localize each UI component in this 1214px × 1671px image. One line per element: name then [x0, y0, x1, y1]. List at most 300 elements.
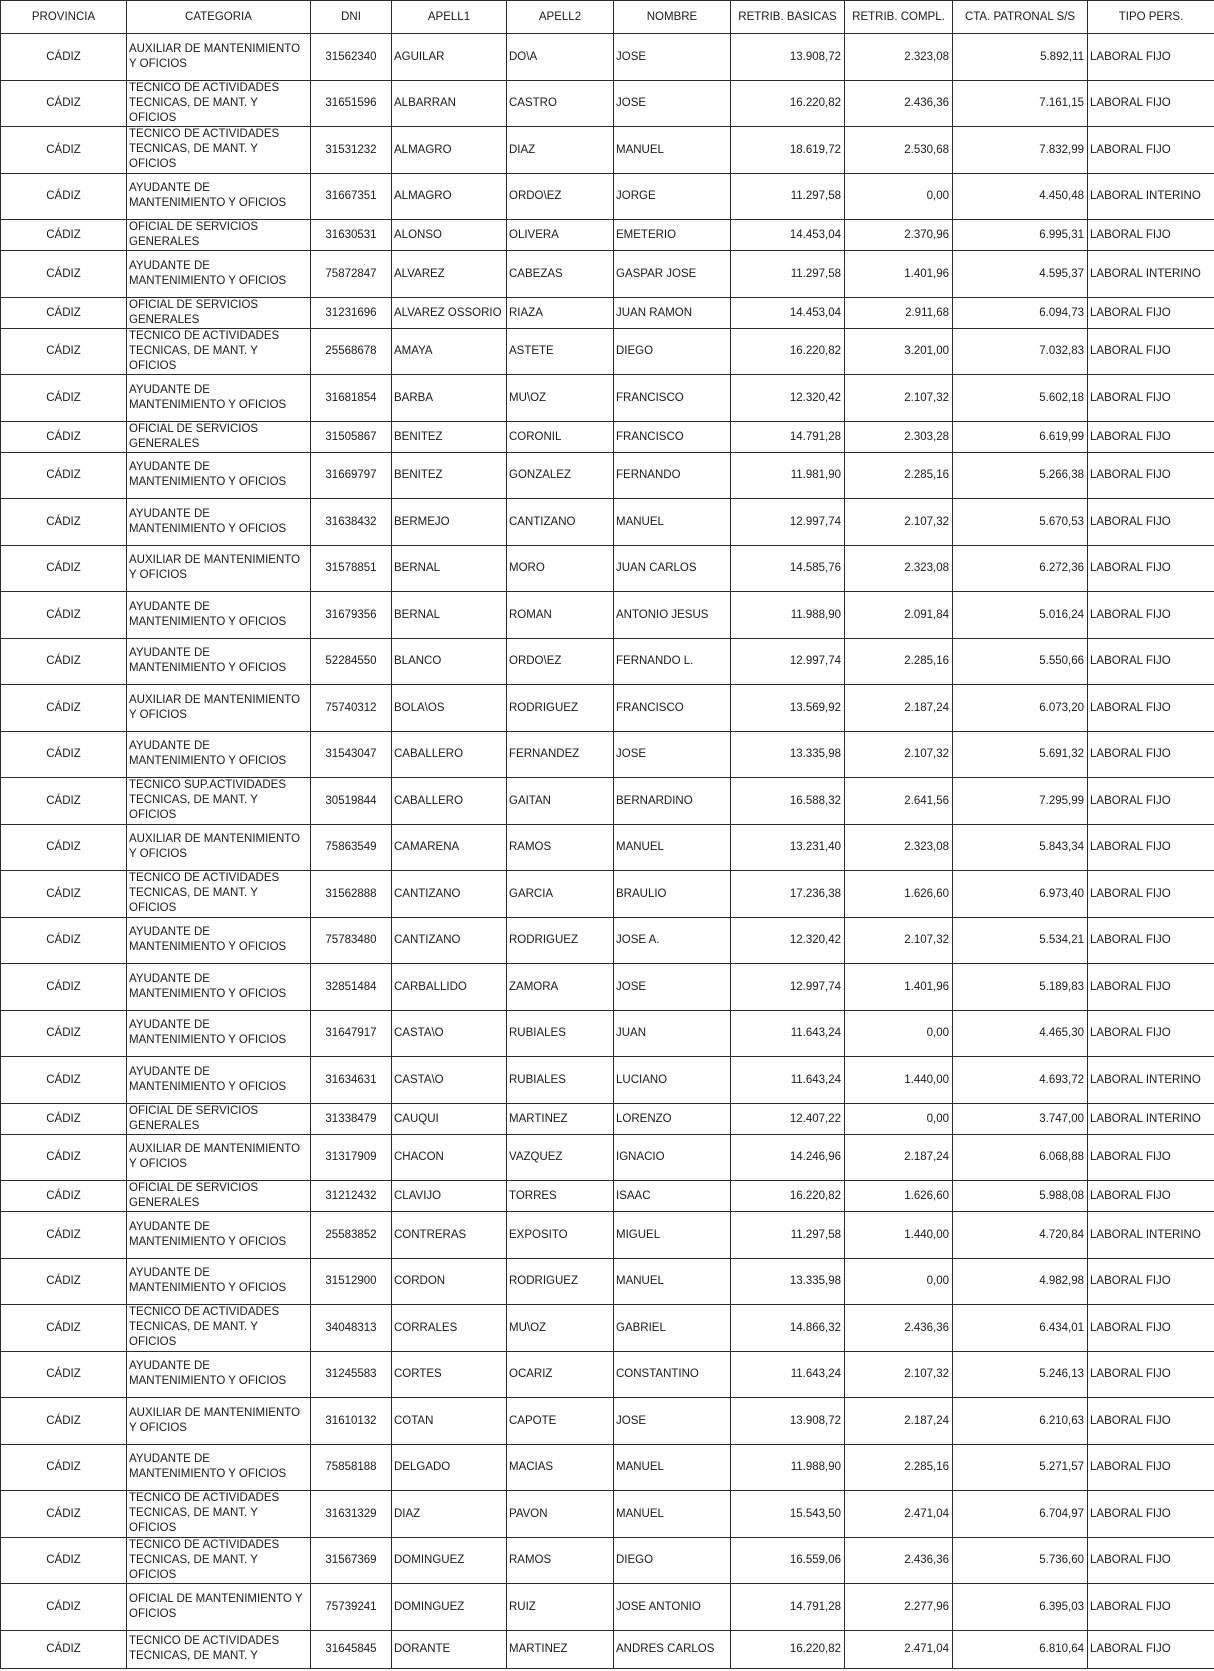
cta-patronal-cell: 5.843,34	[953, 824, 1088, 871]
apell1-cell: AMAYA	[392, 328, 507, 375]
apell1-cell: AGUILAR	[392, 34, 507, 81]
nombre-cell: ANDRES CARLOS	[614, 1630, 731, 1668]
nombre-cell: MANUEL	[614, 127, 731, 174]
provincia-cell: CÁDIZ	[1, 421, 127, 452]
tipo-pers-cell: LABORAL FIJO	[1088, 1181, 1214, 1212]
apell1-cell: BERMEJO	[392, 499, 507, 546]
cta-patronal-cell: 6.434,01	[953, 1305, 1088, 1352]
nombre-cell: ISAAC	[614, 1181, 731, 1212]
cta-patronal-cell: 6.619,99	[953, 421, 1088, 452]
retrib-compl-cell: 2.285,16	[845, 452, 953, 499]
table-row	[1, 964, 1214, 1011]
provincia-cell: CÁDIZ	[1, 1181, 127, 1212]
apell1-cell: CASTA\O	[392, 1010, 507, 1057]
dni-cell: 31634631	[311, 1057, 392, 1104]
nombre-cell: MANUEL	[614, 1258, 731, 1305]
apell2-cell: ORDO\EZ	[507, 173, 614, 220]
table-row	[1, 1537, 1214, 1584]
nombre-cell: JOSE	[614, 964, 731, 1011]
nombre-cell: JOSE A.	[614, 917, 731, 964]
categoria-cell: AYUDANTE DE MANTENIMIENTO Y OFICIOS	[127, 1444, 311, 1491]
tipo-pers-cell: LABORAL FIJO	[1088, 34, 1214, 81]
apell2-cell: RUBIALES	[507, 1057, 614, 1104]
dni-cell: 31231696	[311, 297, 392, 328]
provincia-cell: CÁDIZ	[1, 127, 127, 174]
cta-patronal-cell: 6.704,97	[953, 1491, 1088, 1538]
apell1-cell: CORDON	[392, 1258, 507, 1305]
tipo-pers-cell: LABORAL INTERINO	[1088, 1057, 1214, 1104]
nombre-cell: JOSE	[614, 34, 731, 81]
provincia-cell: CÁDIZ	[1, 1103, 127, 1134]
apell1-cell: CARBALLIDO	[392, 964, 507, 1011]
categoria-cell: AYUDANTE DE MANTENIMIENTO Y OFICIOS	[127, 1258, 311, 1305]
tipo-pers-cell: LABORAL FIJO	[1088, 499, 1214, 546]
provincia-cell: CÁDIZ	[1, 1134, 127, 1181]
tipo-pers-cell: LABORAL FIJO	[1088, 638, 1214, 685]
dni-cell: 25583852	[311, 1212, 392, 1259]
nombre-cell: MANUEL	[614, 824, 731, 871]
table-row	[1, 871, 1214, 918]
categoria-cell: OFICIAL DE SERVICIOS GENERALES	[127, 421, 311, 452]
apell2-cell: PAVON	[507, 1491, 614, 1538]
apell1-cell: DOMINGUEZ	[392, 1584, 507, 1631]
apell1-cell: ALMAGRO	[392, 127, 507, 174]
table-row	[1, 421, 1214, 452]
nombre-cell: GASPAR JOSE	[614, 251, 731, 298]
nombre-cell: JUAN CARLOS	[614, 545, 731, 592]
provincia-cell: CÁDIZ	[1, 545, 127, 592]
cta-patronal-cell: 6.973,40	[953, 871, 1088, 918]
apell2-cell: CORONIL	[507, 421, 614, 452]
apell1-cell: CLAVIJO	[392, 1181, 507, 1212]
nombre-cell: FERNANDO L.	[614, 638, 731, 685]
tipo-pers-cell: LABORAL FIJO	[1088, 824, 1214, 871]
tipo-pers-cell: LABORAL FIJO	[1088, 964, 1214, 1011]
cta-patronal-cell: 5.189,83	[953, 964, 1088, 1011]
retrib-compl-cell: 2.530,68	[845, 127, 953, 174]
categoria-cell: AYUDANTE DE MANTENIMIENTO Y OFICIOS	[127, 592, 311, 639]
dni-cell: 31543047	[311, 731, 392, 778]
categoria-cell: TECNICO DE ACTIVIDADES TECNICAS, DE MANT. Y OFICIOS	[127, 871, 311, 918]
categoria-cell: OFICIAL DE SERVICIOS GENERALES	[127, 297, 311, 328]
apell2-cell: RODRIGUEZ	[507, 1258, 614, 1305]
table-row	[1, 1103, 1214, 1134]
provincia-cell: CÁDIZ	[1, 1584, 127, 1631]
tipo-pers-cell: LABORAL FIJO	[1088, 545, 1214, 592]
categoria-cell: AYUDANTE DE MANTENIMIENTO Y OFICIOS	[127, 375, 311, 422]
apell1-cell: DOMINGUEZ	[392, 1537, 507, 1584]
retrib-basicas-cell: 17.236,38	[731, 871, 845, 918]
nombre-cell: CONSTANTINO	[614, 1351, 731, 1398]
retrib-basicas-cell: 12.320,42	[731, 917, 845, 964]
nombre-cell: LORENZO	[614, 1103, 731, 1134]
nombre-cell: GABRIEL	[614, 1305, 731, 1352]
apell2-cell: GONZALEZ	[507, 452, 614, 499]
retrib-compl-cell: 2.436,36	[845, 80, 953, 127]
retrib-basicas-cell: 16.559,06	[731, 1537, 845, 1584]
retrib-basicas-cell: 16.220,82	[731, 80, 845, 127]
tipo-pers-cell: LABORAL FIJO	[1088, 1630, 1214, 1668]
dni-cell: 34048313	[311, 1305, 392, 1352]
header-categoria: CATEGORIA	[127, 1, 311, 34]
categoria-cell: AYUDANTE DE MANTENIMIENTO Y OFICIOS	[127, 173, 311, 220]
apell2-cell: DIAZ	[507, 127, 614, 174]
apell1-cell: CANTIZANO	[392, 871, 507, 918]
table-row	[1, 173, 1214, 220]
retrib-compl-cell: 2.323,08	[845, 545, 953, 592]
categoria-cell: TECNICO DE ACTIVIDADES TECNICAS, DE MANT. Y OFICIOS	[127, 1537, 311, 1584]
nombre-cell: FRANCISCO	[614, 375, 731, 422]
apell1-cell: CABALLERO	[392, 778, 507, 825]
categoria-cell: OFICIAL DE SERVICIOS GENERALES	[127, 1103, 311, 1134]
tipo-pers-cell: LABORAL FIJO	[1088, 1398, 1214, 1445]
nombre-cell: FRANCISCO	[614, 685, 731, 732]
tipo-pers-cell: LABORAL FIJO	[1088, 871, 1214, 918]
retrib-basicas-cell: 11.988,90	[731, 1444, 845, 1491]
tipo-pers-cell: LABORAL FIJO	[1088, 127, 1214, 174]
tipo-pers-cell: LABORAL FIJO	[1088, 1134, 1214, 1181]
header-retrib-basicas: RETRIB. BASICAS	[731, 1, 845, 34]
retrib-compl-cell: 2.107,32	[845, 731, 953, 778]
categoria-cell: TECNICO DE ACTIVIDADES TECNICAS, DE MANT. Y	[127, 1630, 311, 1668]
retrib-compl-cell: 2.370,96	[845, 220, 953, 251]
table-row	[1, 1398, 1214, 1445]
tipo-pers-cell: LABORAL INTERINO	[1088, 1212, 1214, 1259]
cta-patronal-cell: 5.602,18	[953, 375, 1088, 422]
dni-cell: 31578851	[311, 545, 392, 592]
apell2-cell: CASTRO	[507, 80, 614, 127]
tipo-pers-cell: LABORAL FIJO	[1088, 592, 1214, 639]
provincia-cell: CÁDIZ	[1, 1212, 127, 1259]
table-row	[1, 1181, 1214, 1212]
header-dni: DNI	[311, 1, 392, 34]
cta-patronal-cell: 7.161,15	[953, 80, 1088, 127]
table-body	[1, 34, 1214, 1669]
apell2-cell: ROMAN	[507, 592, 614, 639]
categoria-cell: AYUDANTE DE MANTENIMIENTO Y OFICIOS	[127, 964, 311, 1011]
tipo-pers-cell: LABORAL FIJO	[1088, 1491, 1214, 1538]
provincia-cell: CÁDIZ	[1, 1010, 127, 1057]
retrib-compl-cell: 2.471,04	[845, 1491, 953, 1538]
nombre-cell: JOSE	[614, 731, 731, 778]
provincia-cell: CÁDIZ	[1, 1057, 127, 1104]
apell1-cell: BOLA\OS	[392, 685, 507, 732]
nombre-cell: MANUEL	[614, 499, 731, 546]
tipo-pers-cell: LABORAL FIJO	[1088, 375, 1214, 422]
apell2-cell: RAMOS	[507, 824, 614, 871]
provincia-cell: CÁDIZ	[1, 1537, 127, 1584]
provincia-cell: CÁDIZ	[1, 1491, 127, 1538]
table-row	[1, 80, 1214, 127]
retrib-compl-cell: 2.323,08	[845, 824, 953, 871]
dni-cell: 31212432	[311, 1181, 392, 1212]
nombre-cell: MANUEL	[614, 1444, 731, 1491]
provincia-cell: CÁDIZ	[1, 1630, 127, 1668]
categoria-cell: AYUDANTE DE MANTENIMIENTO Y OFICIOS	[127, 1010, 311, 1057]
retrib-basicas-cell: 12.997,74	[731, 499, 845, 546]
nombre-cell: LUCIANO	[614, 1057, 731, 1104]
provincia-cell: CÁDIZ	[1, 871, 127, 918]
cta-patronal-cell: 6.068,88	[953, 1134, 1088, 1181]
cta-patronal-cell: 7.832,99	[953, 127, 1088, 174]
retrib-compl-cell: 2.187,24	[845, 685, 953, 732]
nombre-cell: JORGE	[614, 173, 731, 220]
cta-patronal-cell: 5.988,08	[953, 1181, 1088, 1212]
apell1-cell: BLANCO	[392, 638, 507, 685]
cta-patronal-cell: 6.210,63	[953, 1398, 1088, 1445]
dni-cell: 32851484	[311, 964, 392, 1011]
tipo-pers-cell: LABORAL FIJO	[1088, 80, 1214, 127]
retrib-basicas-cell: 16.588,32	[731, 778, 845, 825]
retrib-basicas-cell: 13.335,98	[731, 1258, 845, 1305]
table-row	[1, 220, 1214, 251]
provincia-cell: CÁDIZ	[1, 328, 127, 375]
table-row	[1, 251, 1214, 298]
tipo-pers-cell: LABORAL INTERINO	[1088, 251, 1214, 298]
apell1-cell: CHACON	[392, 1134, 507, 1181]
retrib-compl-cell: 0,00	[845, 1258, 953, 1305]
tipo-pers-cell: LABORAL FIJO	[1088, 1258, 1214, 1305]
tipo-pers-cell: LABORAL FIJO	[1088, 917, 1214, 964]
provincia-cell: CÁDIZ	[1, 1398, 127, 1445]
table-row	[1, 685, 1214, 732]
dni-cell: 31317909	[311, 1134, 392, 1181]
apell2-cell: MORO	[507, 545, 614, 592]
apell1-cell: DELGADO	[392, 1444, 507, 1491]
categoria-cell: AYUDANTE DE MANTENIMIENTO Y OFICIOS	[127, 638, 311, 685]
apell2-cell: VAZQUEZ	[507, 1134, 614, 1181]
apell1-cell: BENITEZ	[392, 421, 507, 452]
apell1-cell: CABALLERO	[392, 731, 507, 778]
cta-patronal-cell: 4.450,48	[953, 173, 1088, 220]
retrib-compl-cell: 2.107,32	[845, 499, 953, 546]
retrib-basicas-cell: 14.866,32	[731, 1305, 845, 1352]
apell1-cell: ALMAGRO	[392, 173, 507, 220]
provincia-cell: CÁDIZ	[1, 1444, 127, 1491]
table-row	[1, 1057, 1214, 1104]
nombre-cell: DIEGO	[614, 328, 731, 375]
provincia-cell: CÁDIZ	[1, 220, 127, 251]
retrib-basicas-cell: 11.297,58	[731, 1212, 845, 1259]
provincia-cell: CÁDIZ	[1, 34, 127, 81]
retrib-basicas-cell: 16.220,82	[731, 1181, 845, 1212]
apell1-cell: BENITEZ	[392, 452, 507, 499]
apell2-cell: RAMOS	[507, 1537, 614, 1584]
retrib-basicas-cell: 14.453,04	[731, 297, 845, 328]
categoria-cell: AUXILIAR DE MANTENIMIENTO Y OFICIOS	[127, 685, 311, 732]
dni-cell: 31245583	[311, 1351, 392, 1398]
provincia-cell: CÁDIZ	[1, 638, 127, 685]
nombre-cell: JUAN	[614, 1010, 731, 1057]
nombre-cell: JOSE ANTONIO	[614, 1584, 731, 1631]
provincia-cell: CÁDIZ	[1, 964, 127, 1011]
nombre-cell: MANUEL	[614, 1491, 731, 1538]
dni-cell: 31505867	[311, 421, 392, 452]
nombre-cell: IGNACIO	[614, 1134, 731, 1181]
retrib-basicas-cell: 11.643,24	[731, 1057, 845, 1104]
categoria-cell: AYUDANTE DE MANTENIMIENTO Y OFICIOS	[127, 1351, 311, 1398]
cta-patronal-cell: 5.534,21	[953, 917, 1088, 964]
retrib-basicas-cell: 15.543,50	[731, 1491, 845, 1538]
dni-cell: 52284550	[311, 638, 392, 685]
retrib-compl-cell: 1.440,00	[845, 1057, 953, 1104]
cta-patronal-cell: 3.747,00	[953, 1103, 1088, 1134]
categoria-cell: AYUDANTE DE MANTENIMIENTO Y OFICIOS	[127, 1212, 311, 1259]
header-tipo-pers: TIPO PERS.	[1088, 1, 1214, 34]
tipo-pers-cell: LABORAL FIJO	[1088, 452, 1214, 499]
table-row	[1, 1444, 1214, 1491]
retrib-compl-cell: 2.911,68	[845, 297, 953, 328]
cta-patronal-cell: 6.272,36	[953, 545, 1088, 592]
nombre-cell: EMETERIO	[614, 220, 731, 251]
table-row	[1, 1630, 1214, 1668]
retrib-basicas-cell: 14.791,28	[731, 421, 845, 452]
table-row	[1, 592, 1214, 639]
categoria-cell: AYUDANTE DE MANTENIMIENTO Y OFICIOS	[127, 917, 311, 964]
retrib-compl-cell: 2.641,56	[845, 778, 953, 825]
table-row	[1, 731, 1214, 778]
nombre-cell: FRANCISCO	[614, 421, 731, 452]
retrib-basicas-cell: 13.908,72	[731, 34, 845, 81]
table-row	[1, 297, 1214, 328]
table-row	[1, 1491, 1214, 1538]
dni-cell: 25568678	[311, 328, 392, 375]
table-row	[1, 1010, 1214, 1057]
apell2-cell: CANTIZANO	[507, 499, 614, 546]
dni-cell: 75872847	[311, 251, 392, 298]
nombre-cell: FERNANDO	[614, 452, 731, 499]
dni-cell: 31651596	[311, 80, 392, 127]
apell2-cell: MU\OZ	[507, 375, 614, 422]
apell1-cell: ALONSO	[392, 220, 507, 251]
table-row	[1, 1584, 1214, 1631]
table-row	[1, 127, 1214, 174]
categoria-cell: TECNICO DE ACTIVIDADES TECNICAS, DE MANT. Y OFICIOS	[127, 127, 311, 174]
table-row	[1, 638, 1214, 685]
provincia-cell: CÁDIZ	[1, 685, 127, 732]
retrib-basicas-cell: 11.988,90	[731, 592, 845, 639]
tipo-pers-cell: LABORAL FIJO	[1088, 1537, 1214, 1584]
retrib-compl-cell: 0,00	[845, 1010, 953, 1057]
provincia-cell: CÁDIZ	[1, 731, 127, 778]
categoria-cell: TECNICO DE ACTIVIDADES TECNICAS, DE MANT. Y OFICIOS	[127, 1305, 311, 1352]
retrib-basicas-cell: 11.643,24	[731, 1351, 845, 1398]
dni-cell: 75740312	[311, 685, 392, 732]
dni-cell: 31679356	[311, 592, 392, 639]
retrib-basicas-cell: 12.407,22	[731, 1103, 845, 1134]
retrib-compl-cell: 2.187,24	[845, 1398, 953, 1445]
tipo-pers-cell: LABORAL FIJO	[1088, 1444, 1214, 1491]
nombre-cell: DIEGO	[614, 1537, 731, 1584]
retrib-basicas-cell: 11.981,90	[731, 452, 845, 499]
provincia-cell: CÁDIZ	[1, 499, 127, 546]
nombre-cell: JOSE	[614, 1398, 731, 1445]
retrib-basicas-cell: 11.297,58	[731, 251, 845, 298]
retrib-compl-cell: 2.187,24	[845, 1134, 953, 1181]
cta-patronal-cell: 7.032,83	[953, 328, 1088, 375]
apell2-cell: MU\OZ	[507, 1305, 614, 1352]
tipo-pers-cell: LABORAL FIJO	[1088, 685, 1214, 732]
apell2-cell: TORRES	[507, 1181, 614, 1212]
table-row	[1, 1305, 1214, 1352]
categoria-cell: OFICIAL DE SERVICIOS GENERALES	[127, 1181, 311, 1212]
categoria-cell: TECNICO DE ACTIVIDADES TECNICAS, DE MANT. Y OFICIOS	[127, 328, 311, 375]
retrib-compl-cell: 2.107,32	[845, 1351, 953, 1398]
tipo-pers-cell: LABORAL FIJO	[1088, 1010, 1214, 1057]
apell2-cell: ZAMORA	[507, 964, 614, 1011]
cta-patronal-cell: 6.395,03	[953, 1584, 1088, 1631]
apell2-cell: CAPOTE	[507, 1398, 614, 1445]
retrib-compl-cell: 1.401,96	[845, 251, 953, 298]
categoria-cell: AYUDANTE DE MANTENIMIENTO Y OFICIOS	[127, 1057, 311, 1104]
retrib-compl-cell: 2.436,36	[845, 1305, 953, 1352]
retrib-basicas-cell: 18.619,72	[731, 127, 845, 174]
cta-patronal-cell: 4.465,30	[953, 1010, 1088, 1057]
dni-cell: 31567369	[311, 1537, 392, 1584]
cta-patronal-cell: 5.892,11	[953, 34, 1088, 81]
dni-cell: 31669797	[311, 452, 392, 499]
provincia-cell: CÁDIZ	[1, 592, 127, 639]
header-retrib-compl: RETRIB. COMPL.	[845, 1, 953, 34]
retrib-basicas-cell: 14.791,28	[731, 1584, 845, 1631]
cta-patronal-cell: 5.550,66	[953, 638, 1088, 685]
nombre-cell: BERNARDINO	[614, 778, 731, 825]
tipo-pers-cell: LABORAL FIJO	[1088, 1305, 1214, 1352]
categoria-cell: TECNICO DE ACTIVIDADES TECNICAS, DE MANT. Y OFICIOS	[127, 80, 311, 127]
cta-patronal-cell: 5.016,24	[953, 592, 1088, 639]
apell1-cell: CORTES	[392, 1351, 507, 1398]
table-row	[1, 375, 1214, 422]
dni-cell: 31531232	[311, 127, 392, 174]
retrib-compl-cell: 2.277,96	[845, 1584, 953, 1631]
tipo-pers-cell: LABORAL FIJO	[1088, 220, 1214, 251]
apell1-cell: COTAN	[392, 1398, 507, 1445]
apell2-cell: RUIZ	[507, 1584, 614, 1631]
table-row	[1, 1212, 1214, 1259]
retrib-compl-cell: 2.107,32	[845, 917, 953, 964]
dni-cell: 31610132	[311, 1398, 392, 1445]
tipo-pers-cell: LABORAL INTERINO	[1088, 173, 1214, 220]
header-nombre: NOMBRE	[614, 1, 731, 34]
header-provincia: PROVINCIA	[1, 1, 127, 34]
categoria-cell: AYUDANTE DE MANTENIMIENTO Y OFICIOS	[127, 499, 311, 546]
dni-cell: 31630531	[311, 220, 392, 251]
retrib-basicas-cell: 13.569,92	[731, 685, 845, 732]
cta-patronal-cell: 5.266,38	[953, 452, 1088, 499]
header-apell2: APELL2	[507, 1, 614, 34]
provincia-cell: CÁDIZ	[1, 1305, 127, 1352]
provincia-cell: CÁDIZ	[1, 1351, 127, 1398]
table-row	[1, 1258, 1214, 1305]
categoria-cell: AYUDANTE DE MANTENIMIENTO Y OFICIOS	[127, 251, 311, 298]
cta-patronal-cell: 5.691,32	[953, 731, 1088, 778]
retrib-basicas-cell: 14.246,96	[731, 1134, 845, 1181]
dni-cell: 31667351	[311, 173, 392, 220]
apell2-cell: EXPOSITO	[507, 1212, 614, 1259]
dni-cell: 31638432	[311, 499, 392, 546]
retrib-basicas-cell: 12.320,42	[731, 375, 845, 422]
retrib-compl-cell: 2.323,08	[845, 34, 953, 81]
provincia-cell: CÁDIZ	[1, 1258, 127, 1305]
provincia-cell: CÁDIZ	[1, 297, 127, 328]
table-row	[1, 1134, 1214, 1181]
apell1-cell: BERNAL	[392, 545, 507, 592]
apell2-cell: ASTETE	[507, 328, 614, 375]
categoria-cell: AUXILIAR DE MANTENIMIENTO Y OFICIOS	[127, 1398, 311, 1445]
apell2-cell: RODRIGUEZ	[507, 917, 614, 964]
dni-cell: 31647917	[311, 1010, 392, 1057]
retrib-compl-cell: 2.303,28	[845, 421, 953, 452]
